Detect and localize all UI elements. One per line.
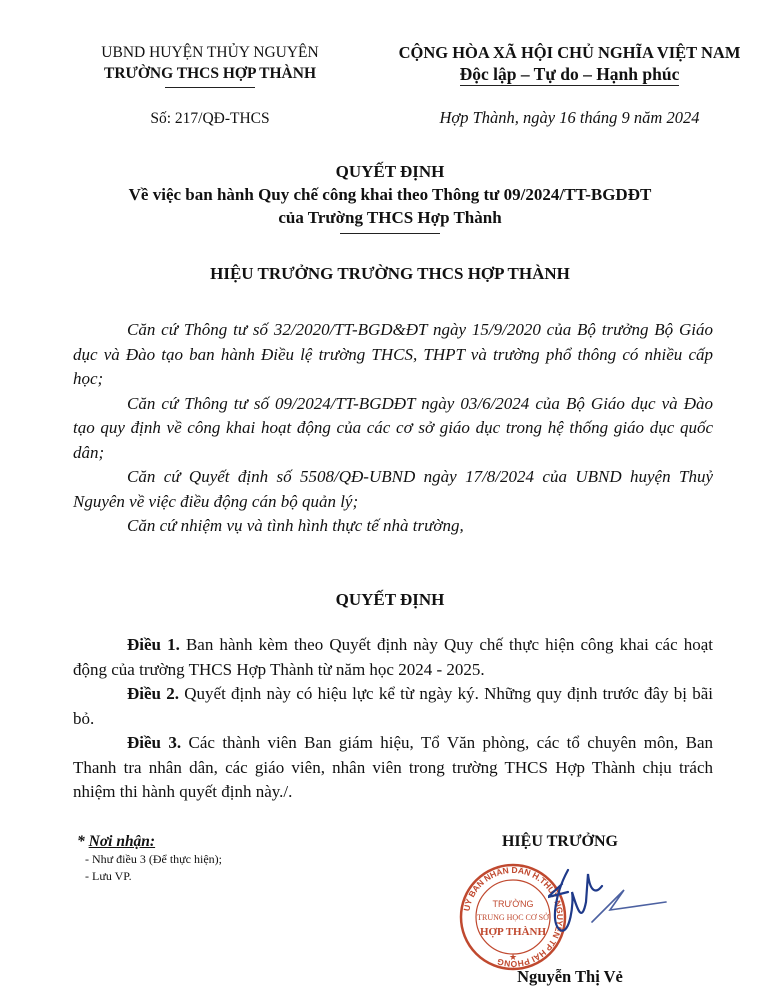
stamp-line-1: TRƯỜNG [492, 899, 534, 909]
recipients-label-text: Nơi nhận: [88, 833, 156, 850]
issuing-authority-block [60, 42, 360, 88]
decision-heading: QUYẾT ĐỊNH [335, 590, 445, 609]
subject-line-2: của Trường THCS Hợp Thành [278, 208, 502, 227]
national-motto: Độc lập – Tự do – Hạnh phúc [459, 64, 680, 84]
article-3 [73, 731, 713, 805]
document-title [40, 160, 740, 234]
article-text: Các thành viên Ban giám hiệu, Tổ Văn phòng, các tổ chuyên môn, Ban Thanh tra nhân dân, các giáo viên, nhân viên trong trường THCS Hợp Thành chịu trách nhiệm thi hành quyết định này./. [73, 733, 714, 801]
subject-line-1: Về việc ban hành Quy chế công khai theo Thông tư 09/2024/TT-BGDĐT [128, 185, 652, 204]
article-1 [73, 633, 713, 682]
signer-name: Nguyễn Thị Vẻ [517, 967, 623, 986]
place-date: Hợp Thành, ngày 16 tháng 9 năm 2024 [439, 108, 700, 127]
recipients-label [77, 833, 222, 851]
article-text: Quyết định này có hiệu lực kể từ ngày ký. Những quy định trước đây bị bãi bỏ. [73, 684, 713, 728]
nation-name: CỘNG HÒA XÃ HỘI CHỦ NGHĨA VIỆT NAM [398, 43, 741, 62]
handwritten-signature [548, 862, 668, 942]
stamp-outer-text: UỶ BAN NHÂN DÂN H.THỦY NGUYÊN TP HẢI PHÒNG [461, 864, 566, 970]
divider [165, 87, 255, 88]
basis-item: Căn cứ Quyết định số 5508/QĐ-UBND ngày 17/8/2024 của UBND huyện Thuỷ Nguyên về việc điều động cán bộ quản lý; [73, 467, 713, 511]
stamp-star-icon: ★ [508, 952, 518, 962]
article-label: Điều 3. [127, 733, 182, 752]
article-text: Ban hành kèm theo Quyết định này Quy chế thực hiện công khai các hoạt động của trường THCS Hợp Thành từ năm học 2024 - 2025. [73, 635, 714, 679]
stamp-line-2: TRUNG HỌC CƠ SỞ [477, 913, 549, 922]
signer-title: HIỆU TRƯỞNG [501, 833, 618, 850]
recipients-block [77, 833, 222, 885]
recipient-item: - Lưu VP. [85, 869, 132, 883]
stamp-line-3: HỢP THÀNH [479, 926, 547, 938]
article-label: Điều 1. [127, 635, 180, 654]
article-label: Điều 2. [127, 684, 179, 703]
national-heading-block [360, 42, 779, 86]
articles [73, 633, 713, 805]
legal-bases [73, 318, 713, 539]
basis-item: Căn cứ Thông tư số 32/2020/TT-BGD&ĐT ngày 15/9/2020 của Bộ trưởng Bộ Giáo dục và Đào tạo ban hành Điều lệ trường THCS, THPT và trường phổ thông có nhiều cấp học; [73, 320, 713, 388]
signature-flourish [592, 890, 666, 922]
asterisk: * [77, 833, 85, 850]
document-number: Số: 217/QĐ-THCS [150, 110, 270, 127]
school-name: TRƯỜNG THCS HỢP THÀNH [103, 65, 316, 82]
authority-heading: HIỆU TRƯỞNG TRƯỜNG THCS HỢP THÀNH [210, 264, 570, 283]
signature-stroke [548, 870, 602, 931]
basis-item: Căn cứ nhiệm vụ và tình hình thực tế nhà trường, [127, 516, 464, 535]
doc-type: QUYẾT ĐỊNH [335, 162, 445, 181]
divider [340, 233, 440, 234]
recipient-item: - Như điều 3 (Để thực hiện); [85, 852, 222, 866]
article-2 [73, 682, 713, 731]
authority-name: UBND HUYỆN THỦY NGUYÊN [101, 44, 319, 61]
basis-item: Căn cứ Thông tư số 09/2024/TT-BGDĐT ngày 03/6/2024 của Bộ Giáo dục và Đào tạo quy định về công khai hoạt động của các cơ sở giáo dục trong hệ thống giáo dục quốc dân; [73, 393, 713, 462]
